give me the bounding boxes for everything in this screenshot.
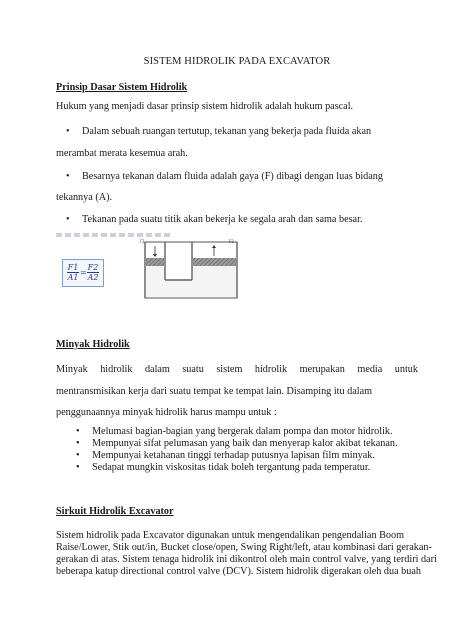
bullet-icon: •	[76, 426, 80, 437]
formula-a2: A2	[87, 273, 99, 282]
bullet-3-line-1: Tekanan pada suatu titik akan bekerja ke segala arah dan sama besar.	[82, 214, 363, 225]
paragraph-line: penggunaannya minyak hidrolik harus mampu untuk :	[56, 407, 277, 418]
bullet-icon: •	[76, 462, 80, 473]
bullet-2-line-2: tekannya (A).	[56, 192, 113, 203]
svg-text:F1: F1	[140, 239, 145, 244]
paragraph-line: beberapa katup directional control valve (DCV). Sistem hidrolik digerakan oleh dua buah	[56, 566, 421, 577]
document-title: SISTEM HIDROLIK PADA EXCAVATOR	[143, 56, 331, 67]
formula-equals: =	[80, 268, 87, 277]
intro-paragraph: Hukum yang menjadi dasar prinsip sistem hidrolik adalah hukum pascal.	[56, 101, 354, 112]
bullet-icon: •	[76, 450, 80, 461]
bullet-icon: •	[66, 126, 70, 137]
list-item: Sedapat mungkin viskositas tidak boleh tergantung pada temperatur.	[92, 462, 371, 473]
bullet-icon: •	[76, 438, 80, 449]
svg-text:F2: F2	[229, 239, 234, 244]
list-item: Mempunyai ketahanan tinggi terhadap putusnya lapisan film minyak.	[92, 450, 375, 461]
bullet-1-line-1: Dalam sebuah ruangan tertutup, tekanan yang bekerja pada fluida akan	[82, 126, 372, 137]
formula-a1: A1	[67, 273, 79, 282]
bullet-icon: •	[66, 171, 70, 182]
section-heading-sirkuit-hidrolik: Sirkuit Hidrolik Excavator	[56, 506, 174, 517]
bullet-1-line-2: merambat merata kesemua arah.	[56, 148, 188, 159]
paragraph-line: Raise/Lower, Stik out/in, Bucket close/open, Swing Right/left, atau kombinasi dari gerakan-	[56, 542, 432, 553]
section-heading-minyak-hidrolik: Minyak Hidrolik	[56, 339, 130, 350]
formula-f1: F1	[67, 263, 79, 272]
formula-f2: F2	[87, 263, 99, 272]
list-item: Mempunyai sifat pelumasan yang baik dan menyerap kalor akibat tekanan.	[92, 438, 398, 449]
paragraph-line: Minyak hidrolik dalam suatu sistem hidrolik merupakan media untuk	[56, 364, 418, 375]
bullet-2-line-1: Besarnya tekanan dalam fluida adalah gaya (F) dibagi dengan luas bidang	[82, 171, 383, 182]
bullet-icon: •	[66, 214, 70, 225]
paragraph-line: Sistem hidrolik pada Excavator digunakan untuk mengendalikan pengendalian Boom	[56, 530, 404, 541]
hydraulic-press-diagram	[136, 236, 244, 302]
section-heading-prinsip-dasar: Prinsip Dasar Sistem Hidrolik	[56, 82, 188, 93]
paragraph-line: gerakan di atas. Sistem tenaga hidrolik ini dikontrol oleh main control valve, yang terdiri dari	[56, 554, 437, 565]
pascal-formula	[62, 259, 104, 287]
paragraph-line: mentransmisikan kerja dari suatu tempat ke tempat lain. Disamping itu dalam	[56, 386, 373, 397]
list-item: Melumasi bagian-bagian yang bergerak dalam pompa dan motor hidrolik.	[92, 426, 393, 437]
